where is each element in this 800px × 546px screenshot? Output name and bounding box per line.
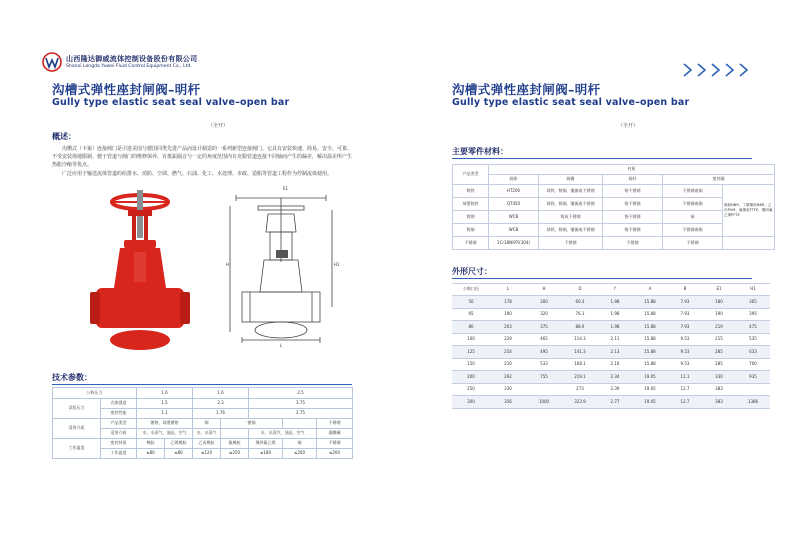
materials-table <box>452 164 775 250</box>
table-cell: 聚四氟乙烯 <box>249 439 283 449</box>
table-row <box>452 396 770 409</box>
table-cell: 323.9 <box>562 396 598 409</box>
table-row <box>53 388 353 399</box>
table-cell: 178 <box>490 296 526 309</box>
table-cell: 9.53 <box>668 346 702 359</box>
table-cell: 495 <box>526 346 562 359</box>
table-cell: 535 <box>736 333 770 346</box>
table-cell: ≤200 <box>283 449 317 459</box>
table-cell: 15.88 <box>632 346 668 359</box>
table-cell: 180 <box>702 296 736 309</box>
table-row <box>452 383 770 396</box>
table-cell: 铜 <box>283 439 317 449</box>
table-cell: 755 <box>526 371 562 384</box>
table-cell: 不锈钢 <box>317 439 353 449</box>
table-cell: 190 <box>702 308 736 321</box>
dimensions-divider <box>452 278 752 279</box>
table-cell: 铸铜 <box>453 224 489 237</box>
product-title-en: Gully type elastic seat seal valve–open bar <box>52 97 290 108</box>
table-cell: ≤180 <box>249 449 283 459</box>
table-cell <box>723 237 775 250</box>
table-cell: 产品类型 <box>101 419 137 429</box>
table-cell: 330 <box>490 383 526 396</box>
table-cell: 19.05 <box>632 371 668 384</box>
table-cell: 395 <box>736 308 770 321</box>
table-cell: 2.77 <box>598 396 632 409</box>
table-cell: 1.76 <box>193 409 249 419</box>
table-cell: 300 <box>526 296 562 309</box>
table-row <box>453 175 775 185</box>
table-header: 产品类型 <box>453 165 489 185</box>
table-cell: 适用介质 <box>53 419 101 439</box>
table-cell: 9.53 <box>668 333 702 346</box>
table-cell: WCB <box>489 224 539 237</box>
table-cell: 铬不锈钢 <box>603 185 663 198</box>
drawing-label-e1: E1 <box>283 186 289 191</box>
drawing-label-l: L <box>280 343 283 348</box>
table-cell: 2.16 <box>598 358 632 371</box>
table-cell: 114.3 <box>562 333 598 346</box>
table-cell: 2.5 <box>249 388 353 399</box>
table-cell: 11.1 <box>668 371 702 384</box>
table-cell: 1.5 <box>137 399 193 409</box>
table-cell: 镀铬、球墨镀铬 <box>137 419 193 429</box>
table-header: H1 <box>736 284 770 296</box>
table-cell: 1386 <box>736 396 770 409</box>
table-cell: 壳体强度 <box>101 399 137 409</box>
table-cell: 935 <box>736 371 770 384</box>
table-row <box>452 296 770 309</box>
table-cell: 3.75 <box>249 399 353 409</box>
table-row <box>53 419 353 429</box>
table-cell: 215 <box>702 333 736 346</box>
company-name-cn: 山西隆达御威流体控制设备股份有限公司 <box>66 55 198 63</box>
table-cell: 1.1 <box>137 409 193 419</box>
table-cell: 465 <box>526 333 562 346</box>
table-cell: 125 <box>452 346 490 359</box>
table-cell: 190 <box>490 308 526 321</box>
product-title-cn: 沟槽式弹性座封闸阀–明杆 <box>52 82 201 97</box>
table-cell: 7.93 <box>668 308 702 321</box>
product-title-cn-right: 沟槽式弹性座封闸阀–明杆 <box>452 82 601 97</box>
table-cell: 不锈钢 <box>603 237 663 250</box>
table-row <box>452 308 770 321</box>
table-cell: 475 <box>736 321 770 334</box>
table-cell: 19.05 <box>632 383 668 396</box>
table-cell: 球铁、铸铜、镶嵌或不锈钢 <box>539 198 603 211</box>
table-cell: 15.88 <box>632 358 668 371</box>
table-header: H <box>526 284 562 296</box>
materials-heading: 主要零件材料： <box>452 147 508 156</box>
table-row <box>452 333 770 346</box>
table-cell: 50 <box>452 296 490 309</box>
dimensions-table <box>452 283 770 409</box>
table-cell: 383 <box>702 383 736 396</box>
table-cell: 铬不锈钢 <box>603 224 663 237</box>
table-cell: 不锈钢 <box>539 237 603 250</box>
table-cell: 229 <box>490 333 526 346</box>
table-cell: 7.93 <box>668 321 702 334</box>
table-cell: 橡胶NBR、丁腈橡胶NBR、乙丙PVM、氟橡胶FTFE、聚四氟乙烯PFTE <box>723 185 775 237</box>
table-cell: 密封材质 <box>101 439 137 449</box>
table-cell: 200 <box>452 371 490 384</box>
table-cell: 铬不锈钢 <box>603 211 663 224</box>
table-cell: 700 <box>736 358 770 371</box>
table-cell: QT450 <box>489 198 539 211</box>
table-cell: 292 <box>490 371 526 384</box>
table-cell <box>221 429 249 439</box>
table-cell: 密封性能 <box>101 409 137 419</box>
table-cell: 12.7 <box>668 383 702 396</box>
table-cell: 球墨铸铁 <box>453 198 489 211</box>
table-cell: 2.11 <box>598 333 632 346</box>
table-cell: 不锈钢 <box>453 237 489 250</box>
table-cell: 210 <box>490 358 526 371</box>
table-cell: 球铁、铸铜、镶嵌或不锈钢 <box>539 224 603 237</box>
table-cell: ≤120 <box>193 449 221 459</box>
table-cell: 弱酸碱 <box>317 429 353 439</box>
table-cell: 铜 <box>663 211 723 224</box>
tech-params-divider <box>52 384 352 385</box>
dimensions-heading: 外形尺寸： <box>452 267 492 276</box>
table-cell: 乙丙橡胶 <box>193 439 221 449</box>
table-cell: 76.1 <box>562 308 598 321</box>
table-header: L <box>490 284 526 296</box>
table-row <box>452 321 770 334</box>
table-row <box>53 439 353 449</box>
table-header: 材质 <box>489 165 775 175</box>
table-cell: 工作温度 <box>53 439 101 459</box>
table-cell: 1.98 <box>598 296 632 309</box>
table-cell: 15.88 <box>632 308 668 321</box>
table-cell: 219.1 <box>562 371 598 384</box>
table-header: E1 <box>702 284 736 296</box>
table-cell: 203 <box>490 321 526 334</box>
table-cell: 1.6 <box>193 388 249 399</box>
table-cell: 球铁、铸铜、镶嵌或不锈钢 <box>539 185 603 198</box>
table-cell: 219 <box>702 321 736 334</box>
table-cell: 氟橡胶 <box>221 439 249 449</box>
overview-text <box>52 145 352 179</box>
table-cell: 2.39 <box>598 383 632 396</box>
table-cell: 383 <box>702 396 736 409</box>
table-cell: 2.3 <box>193 399 249 409</box>
table-cell: WCB <box>489 211 539 224</box>
table-cell: 1.98 <box>598 321 632 334</box>
table-cell: 1Cr18Ni9Ti(304) <box>489 237 539 250</box>
open-badge: （全开） <box>208 123 229 129</box>
table-cell: 150 <box>452 358 490 371</box>
table-header: 阀瓣 <box>539 175 603 185</box>
table-cell: 1000 <box>526 396 562 409</box>
table-cell: 工作温度 <box>101 449 137 459</box>
table-header: A <box>632 284 668 296</box>
table-cell: ≤80 <box>165 449 193 459</box>
table-cell: 375 <box>526 321 562 334</box>
table-cell: 88.9 <box>562 321 598 334</box>
drawing-label-h1: H1 <box>334 262 340 267</box>
table-header: f <box>598 284 632 296</box>
table-cell: 285 <box>702 346 736 359</box>
chevrons-icon <box>680 62 756 78</box>
table-cell: ≤80 <box>137 449 165 459</box>
table-cell: 80 <box>452 321 490 334</box>
table-cell: 铜 <box>193 419 221 429</box>
table-header: B <box>668 284 702 296</box>
tech-params-heading: 技术参数： <box>52 373 92 382</box>
table-cell: ≤200 <box>317 449 353 459</box>
table-cell: 不锈钢或铜 <box>663 224 723 237</box>
table-cell: 15.88 <box>632 296 668 309</box>
table-cell: 330 <box>702 371 736 384</box>
table-cell: 不锈钢或铜 <box>663 185 723 198</box>
table-cell: HT200 <box>489 185 539 198</box>
table-cell: 不锈钢或铜 <box>663 198 723 211</box>
table-cell <box>526 383 562 396</box>
table-cell: 试验压力 <box>53 399 101 419</box>
table-cell: 铸成不锈钢 <box>539 211 603 224</box>
table-cell: 铸钢 <box>453 211 489 224</box>
table-cell: 公称压力 <box>53 388 137 399</box>
table-cell: 356 <box>490 396 526 409</box>
table-cell: 2.34 <box>598 371 632 384</box>
overview-paragraph: 沟槽式（卡箍）连接阀门是引进美国与德国同类先进产品而设计制造的一系列新型连接阀门。它具有安装快速、简易、安全、可靠、不受安装场地限制、便于管道与阀门的维修保养、有抵振隔音与一定的角度范围内有克服管道连接不同轴而产生的偏差，解决温差所产生热胀冷缩等优点。 <box>52 146 353 168</box>
table-cell: 水、水蒸气 <box>193 429 221 439</box>
table-cell: 254 <box>490 346 526 359</box>
table-cell: 橡胶 <box>137 439 165 449</box>
table-cell: 水、水蒸气、油品、空气 <box>137 429 193 439</box>
company-logo <box>42 52 62 72</box>
table-cell: 141.3 <box>562 346 598 359</box>
tech-params-table <box>52 387 353 459</box>
table-row <box>452 358 770 371</box>
table-cell: 65 <box>452 308 490 321</box>
table-cell: 300 <box>452 396 490 409</box>
table-cell: 320 <box>526 308 562 321</box>
table-cell: 285 <box>702 358 736 371</box>
table-cell: 不锈钢 <box>663 237 723 250</box>
table-cell: 2.75 <box>249 409 353 419</box>
table-cell: 1.98 <box>598 308 632 321</box>
table-header: 阀杆 <box>603 175 663 185</box>
table-cell: 适用介质 <box>101 429 137 439</box>
table-cell: 365 <box>736 296 770 309</box>
table-row <box>452 371 770 384</box>
table-header: D <box>562 284 598 296</box>
table-cell: 19.05 <box>632 396 668 409</box>
overview-heading: 概述： <box>52 132 76 141</box>
materials-divider <box>452 158 752 159</box>
table-header: 密封圈 <box>663 175 775 185</box>
table-cell: 15.88 <box>632 321 668 334</box>
table-header: 阀体 <box>489 175 539 185</box>
table-cell: 12.7 <box>668 396 702 409</box>
drawing-label-h: H <box>226 262 230 267</box>
table-cell: 60.3 <box>562 296 598 309</box>
table-header: 公称口径 <box>452 284 490 296</box>
table-cell: 不锈钢 <box>317 419 353 429</box>
overview-paragraph: 广泛应用于输送流体管道的给排水、消防、空调、燃气、石油、化工、水处理、市政、造船等管道工程作为控制流体使用。 <box>62 171 333 177</box>
table-cell <box>736 383 770 396</box>
table-cell: 1.6 <box>137 388 193 399</box>
open-badge-right: （全开） <box>618 123 639 129</box>
table-cell: 533 <box>526 358 562 371</box>
table-cell: 铸铁 <box>453 185 489 198</box>
table-row <box>453 165 775 175</box>
table-cell: 633 <box>736 346 770 359</box>
table-cell: 乙烯橡胶 <box>165 439 193 449</box>
table-cell: 水、水蒸汽、油品、空气 <box>249 429 317 439</box>
table-cell: 铬不锈钢 <box>603 198 663 211</box>
table-cell: 273 <box>562 383 598 396</box>
valve-photo <box>90 188 190 356</box>
table-cell: 9.53 <box>668 358 702 371</box>
table-cell: 2.13 <box>598 346 632 359</box>
product-title-en-right: Gully type elastic seat seal valve–open bar <box>452 97 690 108</box>
table-cell: 168.1 <box>562 358 598 371</box>
company-name-en: Shanxi Longda Yuwei Fluid Control Equipment Co., Ltd. <box>66 64 192 69</box>
table-row <box>453 237 775 250</box>
table-cell: 250 <box>452 383 490 396</box>
table-cell: 15.88 <box>632 333 668 346</box>
table-cell: 镀铜 <box>221 419 283 429</box>
table-cell: 7.93 <box>668 296 702 309</box>
table-cell: 100 <box>452 333 490 346</box>
valve-drawing <box>228 192 338 352</box>
table-header-row <box>452 284 770 296</box>
table-cell <box>283 419 317 429</box>
table-row <box>453 185 775 198</box>
table-row <box>452 346 770 359</box>
table-cell: ≤250 <box>221 449 249 459</box>
table-row <box>53 399 353 409</box>
